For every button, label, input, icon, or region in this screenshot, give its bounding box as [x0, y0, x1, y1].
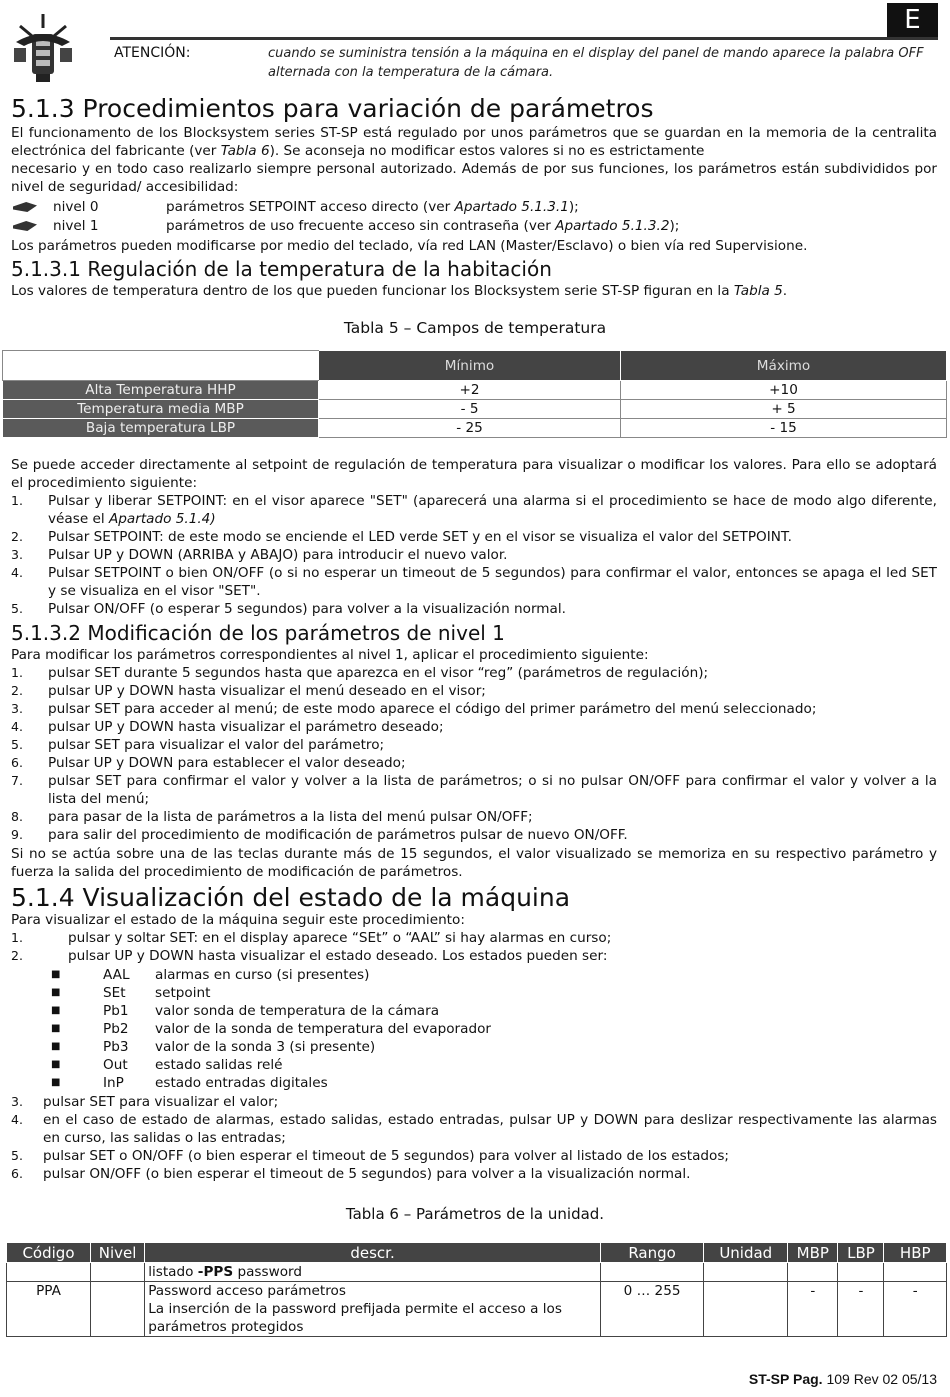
max-value: + 5: [621, 400, 947, 419]
list-item: 9. para salir del procedimiento de modificación de parámetros pulsar de nuevo ON/OFF.: [11, 827, 628, 843]
level-name: nivel 0: [53, 199, 99, 215]
section-title-5-1-3-2: 5.1.3.2 Modificación de los parámetros de nivel 1: [11, 621, 505, 645]
header-rule: [110, 37, 938, 40]
list-item: 8. para pasar de la lista de parámetros a la lista del menú pulsar ON/OFF;: [11, 809, 533, 825]
cell: [600, 1263, 703, 1282]
table-row: [3, 381, 947, 400]
header-empty-cell: [3, 351, 319, 381]
cell: [90, 1263, 144, 1282]
lbp-cell: -: [838, 1282, 884, 1337]
max-value: - 15: [621, 419, 947, 438]
list-item: 1. pulsar y soltar SET: en el display aparece “SEt” o “AAL” si hay alarmas en curso;: [11, 930, 612, 946]
list-item: 5. pulsar SET para visualizar el valor del parámetro;: [11, 737, 385, 753]
state-item: ■ Pb2 valor de la sonda de temperatura del evaporador: [51, 1021, 491, 1037]
table-row: [7, 1282, 947, 1337]
hbp-cell: -: [884, 1282, 947, 1337]
language-badge: E: [887, 3, 938, 37]
header-code: Código: [7, 1243, 91, 1263]
level-name: nivel 1: [53, 218, 99, 234]
header-range: Rango: [600, 1243, 703, 1263]
cell: [884, 1263, 947, 1282]
level-item: [11, 217, 937, 236]
code-cell: PPA: [7, 1282, 91, 1337]
level-cell: [90, 1282, 144, 1337]
header-lbp: LBP: [838, 1243, 884, 1263]
list-item: 4. en el caso de estado de alarmas, estado salidas, estado entradas, pulsar UP y DOWN para deslizar respectivamente las alarmas en curso, las salidas o las entradas;: [11, 1112, 937, 1146]
list-item: 1. pulsar SET durante 5 segundos hasta que aparezca en el visor “reg” (parámetros de regulación);: [11, 665, 709, 681]
section-5-1-3-paragraph-3: Los parámetros pueden modificarse por medio del teclado, vía red LAN (Master/Esclavo) o bien vía red Supervisione.: [11, 238, 808, 254]
list-item: 5. pulsar SET o ON/OFF (o bien esperar el timeout de 5 segundos) para volver al listado de los estados;: [11, 1148, 730, 1164]
list-item: 5. Pulsar ON/OFF (o esperar 5 segundos) para volver a la visualización normal.: [11, 601, 566, 617]
list-item: 7. pulsar SET para confirmar el valor y volver a la lista de parámetros; o si no pulsar ON/OFF para confirmar el valor y volver a la lista del menú;: [11, 773, 937, 807]
levels-list: [11, 198, 937, 236]
table-header-row: [3, 351, 947, 381]
attention-label: ATENCIÓN:: [114, 45, 191, 61]
range-cell: 0 … 255: [600, 1282, 703, 1337]
cell: [838, 1263, 884, 1282]
min-value: - 25: [319, 419, 621, 438]
company-logo: [12, 12, 74, 84]
header-unit: Unidad: [704, 1243, 788, 1263]
list-item: 3. pulsar SET para visualizar el valor;: [11, 1094, 279, 1110]
setpoint-intro: Se puede acceder directamente al setpoint de regulación de temperatura para visualizar o modificar los valores. Para ello se adoptará el procedimiento siguiente:: [11, 457, 937, 491]
attention-text: cuando se suministra tensión a la máquina en el display del panel de mando aparece la palabra OFF alternada con la temperatura de la cámara.: [268, 46, 924, 80]
min-value: - 5: [319, 400, 621, 419]
machine-state-steps-2: [11, 1093, 937, 1183]
section-5-1-3-2-outro: Si no se actúa sobre una de las teclas durante más de 15 segundos, el valor visualizado se memoriza en su respectivo parámetro y fuerza la salida del procedimiento de modificación de parámetros.: [11, 846, 937, 880]
max-value: +10: [621, 381, 947, 400]
cell: [704, 1263, 788, 1282]
unit-parameters-table: [6, 1242, 947, 1337]
section-title-5-1-4: 5.1.4 Visualización del estado de la máquina: [11, 883, 571, 912]
section-5-1-4-intro: Para visualizar el estado de la máquina seguir este procedimiento:: [11, 912, 465, 928]
row-label: Alta Temperatura HHP: [3, 381, 319, 400]
table-header-row: [7, 1243, 947, 1263]
row-label: Baja temperatura LBP: [3, 419, 319, 438]
list-item: 4. Pulsar SETPOINT o bien ON/OFF (o si no esperar un timeout de 5 segundos) para confirmar el valor, entonces se apaga el led SET y se visualiza en el visor "SET".: [11, 565, 937, 599]
description-cell: Password acceso parámetros La inserción de la password prefijada permite el acceso a los parámetros protegidos: [145, 1282, 601, 1337]
header-level: Nivel: [90, 1243, 144, 1263]
section-5-1-3-1-paragraph: Los valores de temperatura dentro de los que pueden funcionar los Blocksystem serie ST-SP figuran en la Tabla 5.: [11, 283, 788, 299]
section-5-1-3-2-intro: Para modificar los parámetros correspondientes al nivel 1, aplicar el procedimiento siguiente:: [11, 647, 649, 663]
section-title-5-1-3-1: 5.1.3.1 Regulación de la temperatura de la habitación: [11, 257, 552, 281]
setpoint-steps: [11, 492, 937, 618]
header-maximum: Máximo: [621, 351, 947, 381]
table-row: [3, 400, 947, 419]
header-minimum: Mínimo: [319, 351, 621, 381]
cell: [7, 1263, 91, 1282]
list-item: 2. pulsar UP y DOWN hasta visualizar el menú deseado en el visor;: [11, 683, 486, 699]
list-item: 1. Pulsar y liberar SETPOINT: en el visor aparece "SET" (aparecerá una alarma si el procedimiento se hace de modo algo diferente, véase el Apartado 5.1.4): [11, 493, 937, 527]
table-6-reference: Tabla 6: [220, 143, 270, 159]
section-5-1-3-paragraph-2: necesario y en todo caso realizarlo siempre personal autorizado. Además de por sus funciones, los parámetros están subdivididos por nivel de seguridad/ accesibilidad:: [11, 161, 937, 195]
state-item: ■ InP estado entradas digitales: [51, 1075, 328, 1091]
list-item: 2. pulsar UP y DOWN hasta visualizar el estado deseado. Los estados pueden ser:: [11, 948, 608, 964]
header-hbp: HBP: [884, 1243, 947, 1263]
temperature-range-table: [2, 350, 947, 438]
mbp-cell: -: [788, 1282, 838, 1337]
list-item: 3. pulsar SET para acceder al menú; de este modo aparece el código del primer parámetro del menú seleccionado;: [11, 701, 817, 717]
row-label: Temperatura media MBP: [3, 400, 319, 419]
state-item: ■ AAL alarmas en curso (si presentes): [51, 967, 370, 983]
state-item: ■ Pb1 valor sonda de temperatura de la cámara: [51, 1003, 440, 1019]
level-desc: parámetros SETPOINT acceso directo (ver Apartado 5.1.3.1);: [166, 199, 579, 215]
min-value: +2: [319, 381, 621, 400]
section-5-1-3-paragraph-1: El funcionamento de los Blocksystem series ST-SP está regulado por unos parámetros que se guardan en la memoria de la centralita electrónica del fabricante (ver Tabla 6). Se aconseja no modificar estos valores si no es estrictamente: [11, 125, 937, 159]
level-item: [11, 198, 937, 217]
state-item: ■ Pb3 valor de la sonda 3 (si presente): [51, 1039, 376, 1055]
state-item: ■ Out estado salidas relé: [51, 1057, 283, 1073]
group-label-cell: listado -PPS password: [145, 1263, 601, 1282]
arrow-bullet-icon: [13, 221, 37, 231]
page-footer: ST-SP Pag. 109 Rev 02 05/13: [748, 1371, 937, 1387]
table-row: [3, 419, 947, 438]
header-mbp: MBP: [788, 1243, 838, 1263]
section-title-5-1-3: 5.1.3 Procedimientos para variación de parámetros: [11, 94, 654, 123]
machine-states-list: [11, 966, 611, 1092]
header-description: descr.: [145, 1243, 601, 1263]
machine-state-steps-1: [11, 929, 937, 965]
list-item: 6. Pulsar UP y DOWN para establecer el valor deseado;: [11, 755, 406, 771]
list-item: 3. Pulsar UP y DOWN (ARRIBA y ABAJO) para introducir el nuevo valor.: [11, 547, 508, 563]
level-desc: parámetros de uso frecuente acceso sin contraseña (ver Apartado 5.1.3.2);: [166, 218, 680, 234]
unit-cell: [704, 1282, 788, 1337]
arrow-bullet-icon: [13, 202, 37, 212]
list-item: 4. pulsar UP y DOWN hasta visualizar el parámetro deseado;: [11, 719, 444, 735]
table-row: [7, 1263, 947, 1282]
list-item: 6. pulsar ON/OFF (o bien esperar el timeout de 5 segundos) para volver a la visualización normal.: [11, 1166, 691, 1182]
level1-steps: [11, 664, 937, 844]
table-5-reference: Tabla 5: [733, 283, 783, 299]
list-item: 2. Pulsar SETPOINT: de este modo se enciende el LED verde SET y en el visor se visualiza el valor del SETPOINT.: [11, 529, 792, 545]
table-6-caption: Tabla 6 – Parámetros de la unidad.: [345, 1205, 605, 1223]
state-item: ■ SEt setpoint: [51, 985, 211, 1001]
cell: [788, 1263, 838, 1282]
table-5-caption: Tabla 5 – Campos de temperatura: [343, 319, 607, 337]
